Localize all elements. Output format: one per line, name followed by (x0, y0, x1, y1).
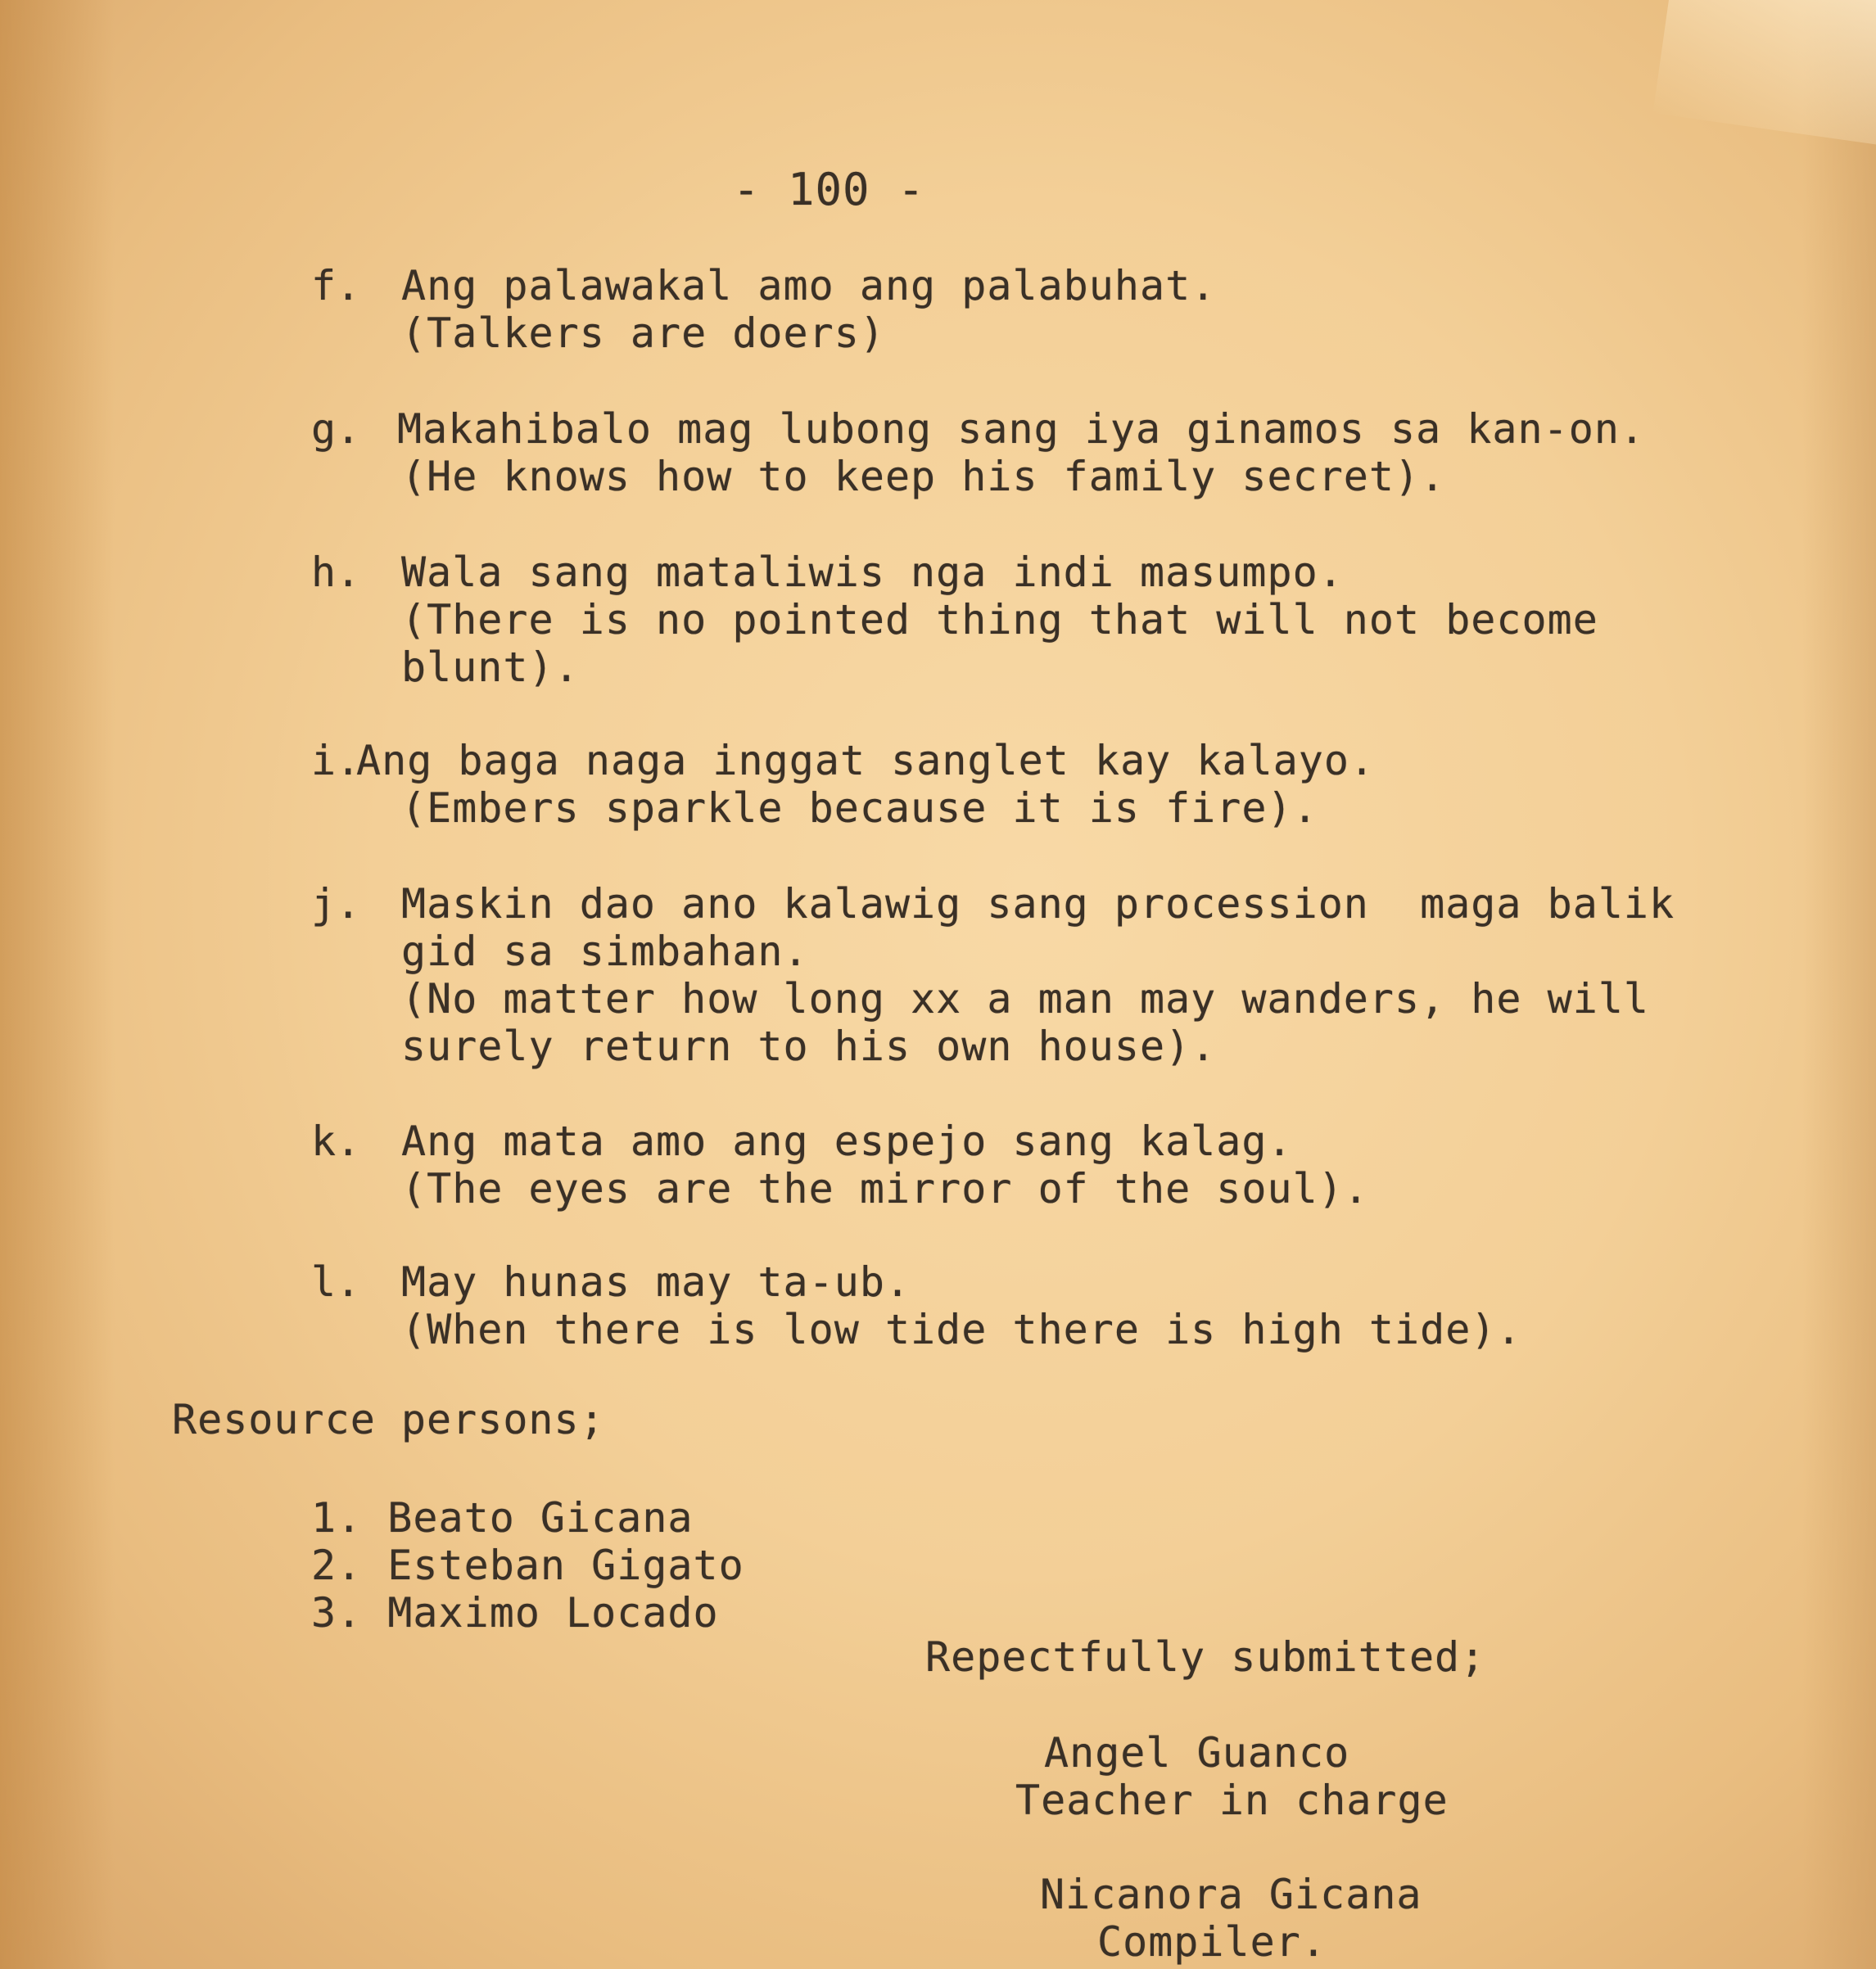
resource-person: 1. Beato Gicana (311, 1494, 694, 1542)
proverb-text: Wala sang mataliwis nga indi masumpo. (401, 549, 1344, 596)
teacher-name: Angel Guanco (1044, 1729, 1350, 1777)
resource-person: 2. Esteban Gigato (311, 1542, 744, 1589)
proverb-text: Ang mata amo ang espejo sang kalag. (401, 1118, 1293, 1165)
proverb-translation: (The eyes are the mirror of the soul). (401, 1165, 1369, 1213)
proverb-text: May hunas may ta-ub. (401, 1258, 911, 1306)
paper-shadow-right (1802, 0, 1876, 1969)
proverb-letter: j. (311, 880, 361, 928)
proverb-text: Makahibalo mag lubong sang iya ginamos sa kan-on. (397, 405, 1646, 453)
teacher-title: Teacher in charge (1015, 1777, 1449, 1824)
proverb-letter: l. (311, 1258, 361, 1306)
proverb-translation: (He knows how to keep his family secret). (401, 453, 1446, 500)
proverb-translation: (No matter how long xx a man may wanders, he will (401, 975, 1650, 1023)
proverb-letter: f. (311, 262, 361, 309)
proverb-letter: i. (311, 737, 361, 784)
proverb-translation-cont: blunt). (401, 644, 580, 691)
closing-line: Repectfully submitted; (925, 1633, 1486, 1681)
paper-corner-highlight (1653, 0, 1876, 147)
proverb-translation: (There is no pointed thing that will not become (401, 596, 1598, 644)
proverb-translation: (Talkers are doers) (401, 309, 885, 357)
proverb-letter: k. (311, 1118, 361, 1165)
resource-person: 3. Maximo Locado (311, 1589, 719, 1637)
proverb-translation-cont: surely return to his own house). (401, 1023, 1217, 1070)
compiler-title: Compiler. (1097, 1918, 1327, 1966)
proverb-text: Ang palawakal amo ang palabuhat. (401, 262, 1217, 309)
proverb-translation: (Embers sparkle because it is fire). (401, 784, 1318, 832)
proverb-text-cont: gid sa simbahan. (401, 928, 809, 975)
compiler-name: Nicanora Gicana (1040, 1871, 1422, 1918)
proverb-letter: h. (311, 549, 361, 596)
resource-persons-heading: Resource persons; (172, 1396, 605, 1443)
paper-shadow-left (0, 0, 115, 1969)
proverb-letter: g. (311, 405, 361, 453)
proverb-text: Ang baga naga inggat sanglet kay kalayo. (356, 737, 1376, 784)
proverb-text: Maskin dao ano kalawig sang procession maga balik (401, 880, 1675, 928)
page-number: - 100 - (733, 164, 925, 215)
proverb-translation: (When there is low tide there is high tide). (401, 1306, 1522, 1353)
